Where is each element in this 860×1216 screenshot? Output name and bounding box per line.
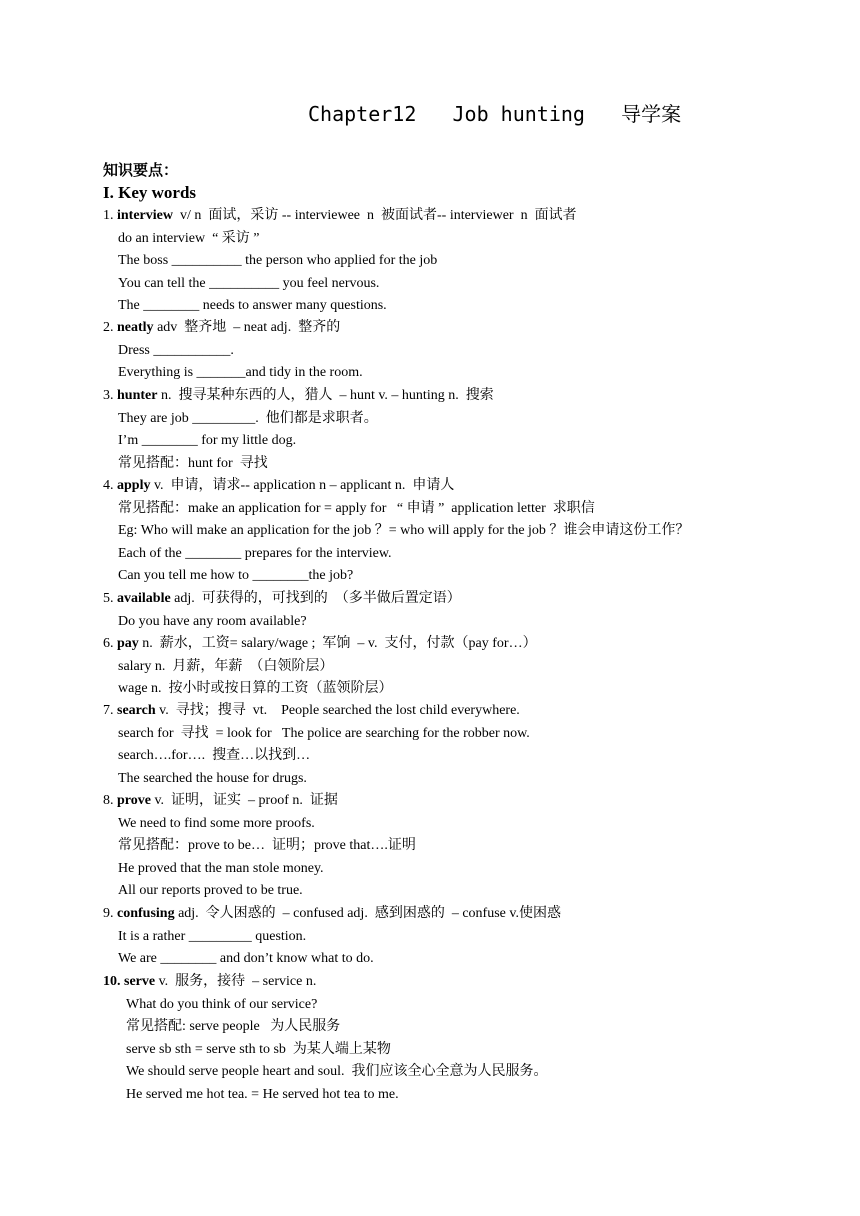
entry-number: 5. — [103, 591, 114, 606]
entry-keyword: search — [117, 703, 156, 718]
entry-number: 7. — [103, 703, 114, 718]
entry-definition: adv 整齐地 – neat adj. 整齐的 — [153, 320, 341, 335]
entry-example-line: We should serve people heart and soul. 我们应该全心全意为人民服务。 — [126, 1064, 548, 1079]
entry-definition: adj. 令人困惑的 – confused adj. 感到困惑的 – confuse v.使困惑 — [174, 906, 561, 921]
entry-example-line: They are job _________. 他们都是求职者。 — [118, 411, 378, 426]
entry-definition: v. 服务，接待 – service n. — [155, 974, 317, 989]
entry-heading — [103, 387, 494, 405]
entry-example-line: It is a rather _________ question. — [118, 929, 307, 944]
entry-example-line: He proved that the man stole money. — [118, 861, 324, 876]
entry-example-line: 常见搭配: serve people 为人民服务 — [126, 1019, 341, 1034]
entry-heading — [103, 477, 454, 495]
entry-keyword: hunter — [117, 388, 158, 403]
entry-example-line: What do you think of our service? — [126, 997, 318, 1012]
entry-example-line: The boss __________ the person who applied for the job — [118, 253, 438, 268]
entry-definition: v/ n 面试，采访 -- interviewee n 被面试者-- interviewer n 面试者 — [172, 208, 577, 223]
entry-number: 10. — [103, 974, 121, 989]
entry-example-line: The searched the house for drugs. — [118, 771, 307, 786]
entry-heading — [103, 207, 577, 225]
entry-definition: v. 寻找；搜寻 vt. People searched the lost child everywhere. — [155, 703, 520, 718]
entry-number: 4. — [103, 478, 114, 493]
entry-example-line: The ________ needs to answer many questions. — [118, 298, 387, 313]
entry-number: 8. — [103, 793, 114, 808]
entry-number: 6. — [103, 636, 114, 651]
entry-example-line: We need to find some more proofs. — [118, 816, 315, 831]
entry-heading — [103, 905, 561, 923]
section-heading: I. Key words — [103, 183, 197, 202]
entry-example-line: I’m ________ for my little dog. — [118, 433, 297, 448]
entry-example-line: Eg: Who will make an application for the job ？= who will apply for the job ？谁会申请这份工作？ — [118, 523, 690, 538]
entry-example-line: Do you have any room available? — [118, 614, 307, 629]
entry-example-line: 常见搭配：prove to be… 证明；prove that….证明 — [118, 838, 416, 853]
entry-heading — [103, 590, 461, 608]
entry-keyword: pay — [117, 636, 139, 651]
entry-number: 1. — [103, 208, 114, 223]
entry-example-line: search for 寻找 = look for The police are searching for the robber now. — [118, 726, 530, 741]
entry-example-line: serve sb sth = serve sth to sb 为某人端上某物 — [126, 1042, 391, 1057]
entry-definition: n. 搜寻某种东西的人，猎人 – hunt v. – hunting n. 搜索 — [157, 388, 494, 403]
entry-example-line: 常见搭配：make an application for = apply for “ 申请 ” application letter 求职信 — [118, 501, 595, 516]
entry-definition: n. 薪水，工资= salary/wage ; 军饷 – v. 支付，付款（pay for…） — [138, 636, 537, 651]
entry-keyword: serve — [124, 974, 156, 989]
entry-definition: v. 证明，证实 – proof n. 证据 — [150, 793, 338, 808]
entry-number: 3. — [103, 388, 114, 403]
entry-example-line: He served me hot tea. = He served hot tea to me. — [126, 1087, 399, 1102]
entry-example-line: wage n. 按小时或按日算的工资（蓝领阶层） — [118, 681, 393, 696]
entry-example-line: All our reports proved to be true. — [118, 883, 303, 898]
entry-example-line: We are ________ and don’t know what to do. — [118, 951, 374, 966]
entry-number: 9. — [103, 906, 114, 921]
section-intro: 知识要点： — [103, 163, 179, 179]
entry-definition: v. 申请，请求-- application n – applicant n. 申请人 — [150, 478, 455, 493]
entry-example-line: salary n. 月薪，年薪 （白领阶层） — [118, 659, 334, 674]
entry-example-line: Can you tell me how to ________the job? — [118, 568, 354, 583]
entry-example-line: Each of the ________ prepares for the interview. — [118, 546, 392, 561]
entry-heading — [103, 319, 340, 337]
entry-example-line: search….for…. 搜查…以找到… — [118, 748, 311, 763]
entry-example-line: You can tell the __________ you feel nervous. — [118, 276, 380, 291]
entry-keyword: apply — [117, 478, 151, 493]
entry-keyword: confusing — [117, 906, 175, 921]
entry-example-line: Everything is _______and tidy in the room. — [118, 365, 363, 380]
entry-keyword: available — [117, 591, 171, 606]
entry-example-line: 常见搭配：hunt for 寻找 — [118, 456, 268, 471]
entry-example-line: do an interview “ 采访 ” — [118, 231, 260, 246]
entry-keyword: interview — [117, 208, 173, 223]
entry-definition: adj. 可获得的，可找到的 （多半做后置定语） — [170, 591, 461, 606]
entry-keyword: prove — [117, 793, 151, 808]
page-title: Chapter12 Job hunting 导学案 — [308, 102, 682, 126]
entry-heading — [103, 635, 537, 653]
entry-keyword: neatly — [117, 320, 154, 335]
entry-heading — [103, 973, 316, 991]
entry-example-line: Dress ___________. — [118, 343, 234, 358]
entry-heading — [103, 792, 338, 810]
entry-number: 2. — [103, 320, 114, 335]
entry-heading — [103, 702, 520, 720]
